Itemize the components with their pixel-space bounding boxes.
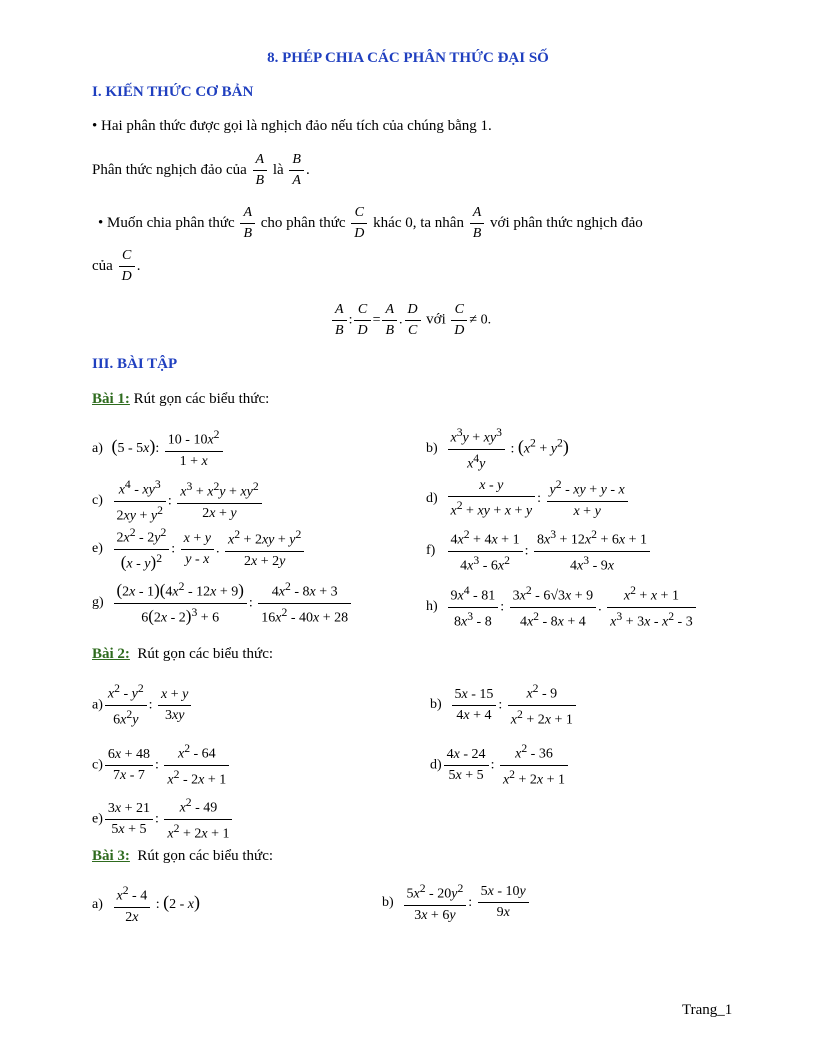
exercise-1c: c) $\frac{x^4 - xy^3}{2xy + y^2}$ : $\frac{x^3 + x^2y + xy^2}{2x + y}$	[92, 478, 264, 524]
exercise-1h: h) $\frac{9x^4 - 81}{8x^3 - 8}$ : $\frac{3x^2 - 6√3x + 9}{4x^2 - 8x + 4}$ . $\frac{x^2 + x + 1}{x^3 + 3x - x^2 - 3}$	[426, 584, 698, 630]
exercise-1e: e) $\frac{2x^2 - 2y^2}{(x - y)^2}$ : $\frac{x + y}{y - x}$ . $\frac{x^2 + 2xy + y^2}{2x + 2y}$	[92, 526, 306, 572]
exercise-2e: e) $\frac{3x + 21}{5x + 5}$ : $\frac{x^2 - 49}{x^2 + 2x + 1}$	[92, 796, 234, 842]
inverse-statement: Phân thức nghịch đảo của $\frac{A}{B}$ là $\frac{B}{A}$ .	[92, 152, 310, 188]
exercise-2a: a) $\frac{x^2 - y^2}{6x^2y}$ : $\frac{x + y}{3xy}$	[92, 682, 193, 728]
fraction-b-over-a: $\frac{B}{A}$	[289, 152, 304, 189]
exercise-1a: a) (5 - 5x): $\frac{10 - 10x^2}{1 + x}$	[92, 428, 225, 470]
exercise-2d: d) $\frac{4x - 24}{5x + 5}$ : $\frac{x^2 - 36}{x^2 + 2x + 1}$	[430, 742, 570, 788]
exercise-1-heading: Bài 1: Rút gọn các biểu thức:	[92, 391, 270, 407]
section-heading-3: III. BÀI TẬP	[92, 356, 178, 372]
division-formula: $\frac{A}{B}$ : $\frac{C}{D}$ = $\frac{A}{B}$ . $\frac{D}{C}$ với $\frac{C}{D}$ ≠ 0.	[330, 302, 491, 339]
fraction-a-over-b: $\frac{A}{B}$	[253, 152, 268, 189]
exercise-3-heading: Bài 3: Rút gọn các biểu thức:	[92, 848, 274, 864]
exercise-2-heading: Bài 2: Rút gọn các biểu thức:	[92, 646, 274, 662]
inverse-prefix: Phân thức nghịch đảo của	[92, 161, 247, 178]
division-rule-line2: của $\frac{C}{D}$ .	[92, 248, 141, 284]
exercise-2c: c) $\frac{6x + 48}{7x - 7}$ : $\frac{x^2 - 64}{x^2 - 2x + 1}$	[92, 742, 231, 788]
exercise-3b: b) $\frac{5x^2 - 20y^2}{3x + 6y}$ : $\frac{5x - 10y}{9x}$	[382, 882, 531, 924]
section-heading-1: I. KIẾN THỨC CƠ BẢN	[92, 84, 254, 100]
exercise-3a: a) $\frac{x^2 - 4}{2x}$ : (2 - x)	[92, 884, 200, 925]
page-number: Trang_1	[682, 1002, 733, 1018]
exercise-1b: b) $\frac{x^3y + xy^3}{x^4y}$ : $(x^2 + y^2)$	[426, 426, 569, 472]
exercise-2b: b) $\frac{5x - 15}{4x + 4}$ : $\frac{x^2 - 9}{x^2 + 2x + 1}$	[430, 682, 578, 728]
division-rule-line1: • Muốn chia phân thức $\frac{A}{B}$ cho phân thức $\frac{C}{D}$ khác 0, ta nhân $\frac{A}{B}$ với phân thức nghịch đảo	[98, 205, 643, 241]
exercise-1d: d) $\frac{x - y}{x^2 + xy + x + y}$ : $\frac{y^2 - xy + y - x}{x + y}$	[426, 478, 630, 520]
inverse-la: là	[272, 161, 284, 178]
bullet-inverse-definition: • Hai phân thức được gọi là nghịch đảo nếu tích của chúng bằng 1.	[92, 118, 492, 134]
page-title: 8. PHÉP CHIA CÁC PHÂN THỨC ĐẠI SỐ	[267, 50, 549, 66]
exercise-1f: f) $\frac{4x^2 + 4x + 1}{4x^3 - 6x^2}$ : $\frac{8x^3 + 12x^2 + 6x + 1}{4x^3 - 9x}$	[426, 528, 652, 574]
exercise-1g: g) $\frac{(2x - 1)(4x^2 - 12x + 9)}{6(2x - 2)^3 + 6}$ : $\frac{4x^2 - 8x + 3}{16x^2 - 40x + 28}$	[92, 580, 353, 626]
